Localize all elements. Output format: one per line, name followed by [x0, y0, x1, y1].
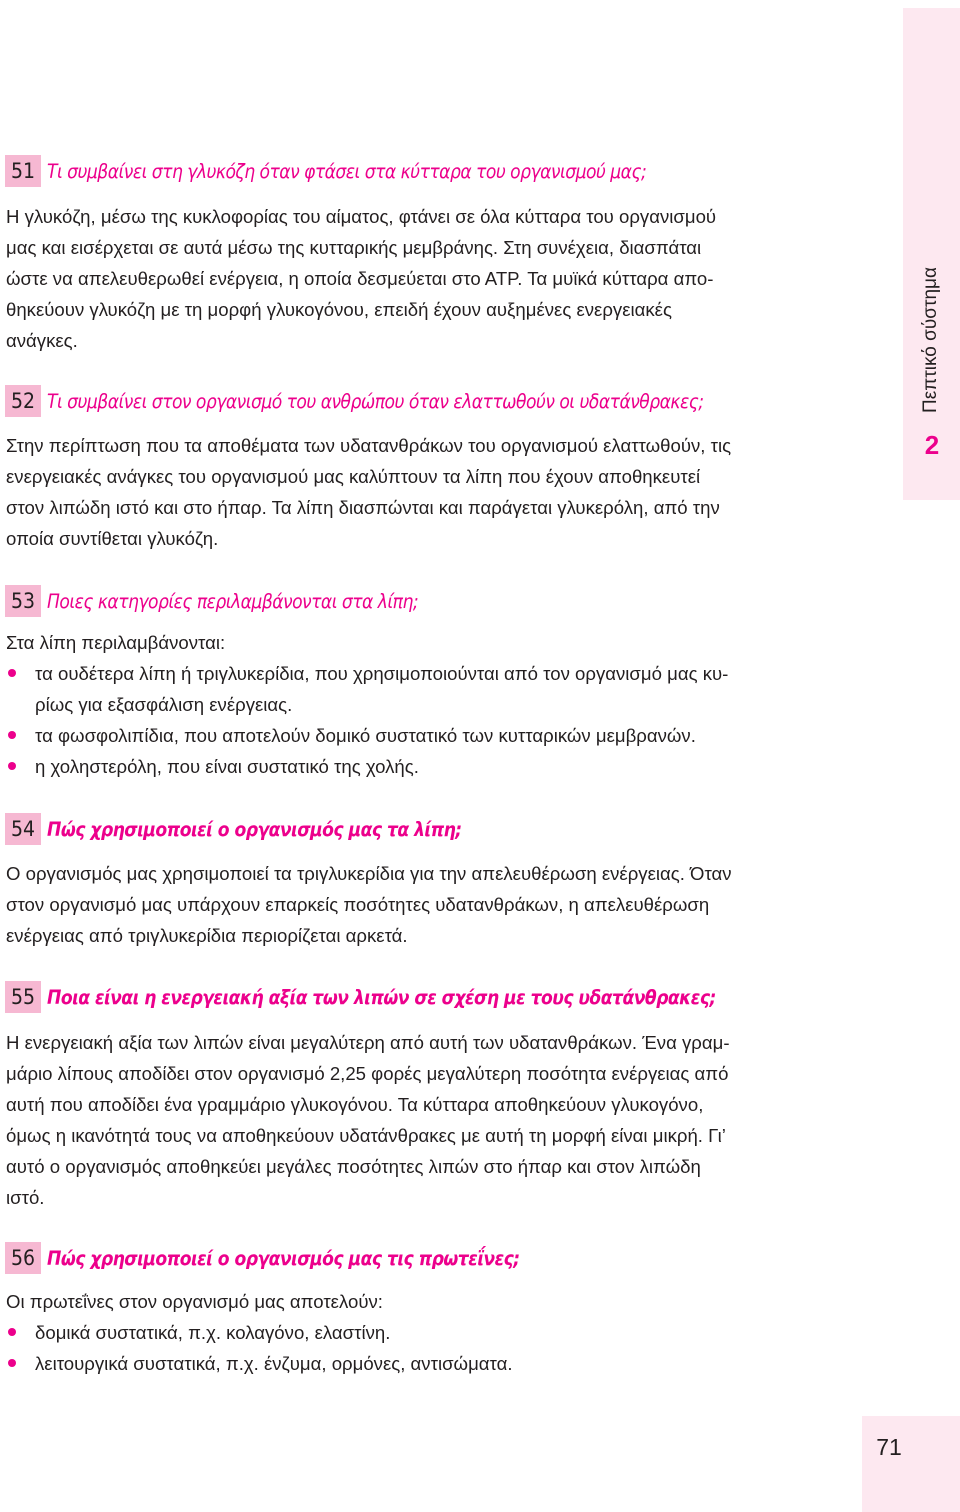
answer-line: Η γλυκόζη, μέσω της κυκλοφορίας του αίματος, φτάνει σε όλα κύτταρα του οργανισμού [6, 206, 717, 227]
bullet-icon [8, 762, 16, 770]
question-title: Πώς χρησιμοποιεί ο οργανισμός μας τις πρωτεΐνες; [47, 1246, 520, 1270]
list-item: τα φωσφολιπίδια, που αποτελούν δομικό συστατικό των κυτταρικών μεμβρανών. [4, 720, 860, 751]
question-56 [4, 1241, 860, 1379]
question-header [4, 384, 860, 418]
answer-line: ενέργειας από τριγλυκερίδια περιορίζεται αρκετά. [6, 925, 408, 946]
bullet-icon [8, 1328, 16, 1336]
answer-line: στον λιπώδη ιστό και στο ήπαρ. Τα λίπη διασπώνται και παράγεται γλυκερόλη, από την [6, 497, 720, 518]
bullet-icon [8, 1359, 16, 1367]
answer-line: στον οργανισμό μας υπάρχουν επαρκείς ποσότητες υδατανθράκων, η απελευθέρωση [6, 894, 710, 915]
list-item: η χοληστερόλη, που είναι συστατικό της χολής. [4, 751, 860, 782]
answer-line: οποία συντίθεται γλυκόζη. [6, 528, 219, 549]
answer-line: Ο οργανισμός μας χρησιμοποιεί τα τριγλυκερίδια για την απελευθέρωση ενέργειας. Όταν [6, 863, 732, 884]
answer-line: ιστό. [6, 1187, 45, 1208]
answer-line: Η ενεργειακή αξία των λιπών είναι μεγαλύτερη από αυτή των υδατανθράκων. Ένα γραμ- [6, 1032, 730, 1053]
question-54 [4, 812, 860, 951]
chapter-side-tab [903, 8, 960, 500]
answer-line: θηκεύουν γλυκόζη με τη μορφή γλυκογόνου, επειδή έχουν αυξημένες ενεργειακές [6, 299, 672, 320]
question-number-badge: 56 [5, 1242, 41, 1274]
answer-line: Στην περίπτωση που τα αποθέματα των υδατανθράκων του οργανισμού ελαττωθούν, τις [6, 435, 732, 456]
question-52 [4, 384, 860, 554]
chapter-title-vertical: Πεπτικό σύστημα [920, 267, 941, 413]
page-number-box [862, 1416, 960, 1512]
question-53 [4, 584, 860, 782]
answer-line: ώστε να απελευθερωθεί ενέργεια, η οποία δεσμεύεται στο ΑΤΡ. Τα μυϊκά κύτταρα απο- [6, 268, 714, 289]
list-item: λειτουργικά συστατικά, π.χ. ένζυμα, ορμόνες, αντισώματα. [4, 1348, 860, 1379]
answer-line: αυτή που αποδίδει ένα γραμμάριο γλυκογόνου. Τα κύτταρα αποθηκεύουν γλυκογόνο, [6, 1094, 704, 1115]
question-title: Ποιες κατηγορίες περιλαμβάνονται στα λίπη; [47, 589, 419, 613]
question-number-badge: 54 [5, 813, 41, 845]
bullet-icon [8, 731, 16, 739]
question-header [4, 980, 860, 1014]
question-number-badge: 55 [5, 981, 41, 1013]
answer-line: ενεργειακές ανάγκες του οργανισμού μας καλύπτουν τα λίπη που έχουν αποθηκευτεί [6, 466, 701, 487]
question-title: Ποια είναι η ενεργειακή αξία των λιπών σε σχέση με τους υδατάνθρακες; [47, 985, 716, 1009]
question-title: Τι συμβαίνει στον οργανισμό του ανθρώπου όταν ελαττωθούν οι υδατάνθρακες; [47, 389, 704, 413]
list-item: δομικά συστατικά, π.χ. κολαγόνο, ελαστίνη. [4, 1317, 860, 1348]
answer-line: μας και εισέρχεται σε αυτά μέσω της κυτταρικής μεμβράνης. Στη συνέχεια, διασπάται [6, 237, 702, 258]
question-header [4, 154, 860, 188]
answer-line: ανάγκες. [6, 330, 78, 351]
question-title: Πώς χρησιμοποιεί ο οργανισμός μας τα λίπη; [47, 817, 462, 841]
answer-bullet-list [4, 1317, 860, 1379]
question-51 [4, 154, 860, 356]
question-number-badge: 53 [5, 585, 41, 617]
question-header [4, 812, 860, 846]
answer-bullet-list [4, 658, 860, 782]
question-number-badge: 51 [5, 155, 41, 187]
answer-line: αυτό ο οργανισμός αποθηκεύει μεγάλες ποσότητες λιπών στο ήπαρ και στον λιπώδη [6, 1156, 701, 1177]
question-header [4, 584, 860, 618]
page-number: 71 [876, 1434, 902, 1460]
question-55 [4, 980, 860, 1213]
question-number-badge: 52 [5, 385, 41, 417]
list-item: τα ουδέτερα λίπη ή τριγλυκερίδια, που χρησιμοποιούνται από τον οργανισμό μας κυ- ρίως για εξασφάλιση ενέργειας. [4, 658, 860, 720]
answer-intro: Οι πρωτεΐνες στον οργανισμό μας αποτελούν: [6, 1291, 383, 1312]
question-title: Τι συμβαίνει στη γλυκόζη όταν φτάσει στα κύτταρα του οργανισμού μας; [47, 159, 647, 183]
bullet-icon [8, 669, 16, 677]
answer-intro: Στα λίπη περιλαμβάνονται: [6, 632, 226, 653]
chapter-number: 2 [924, 430, 940, 460]
answer-line: όμως η ικανότητά τους να αποθηκεύουν υδατάνθρακες με αυτή τη μορφή είναι μικρή. Γι’ [6, 1125, 726, 1146]
answer-line: μάριο λίπους αποδίδει στον οργανισμό 2,25 φορές μεγαλύτερη ποσότητα ενέργειας από [6, 1063, 729, 1084]
question-header [4, 1241, 860, 1275]
